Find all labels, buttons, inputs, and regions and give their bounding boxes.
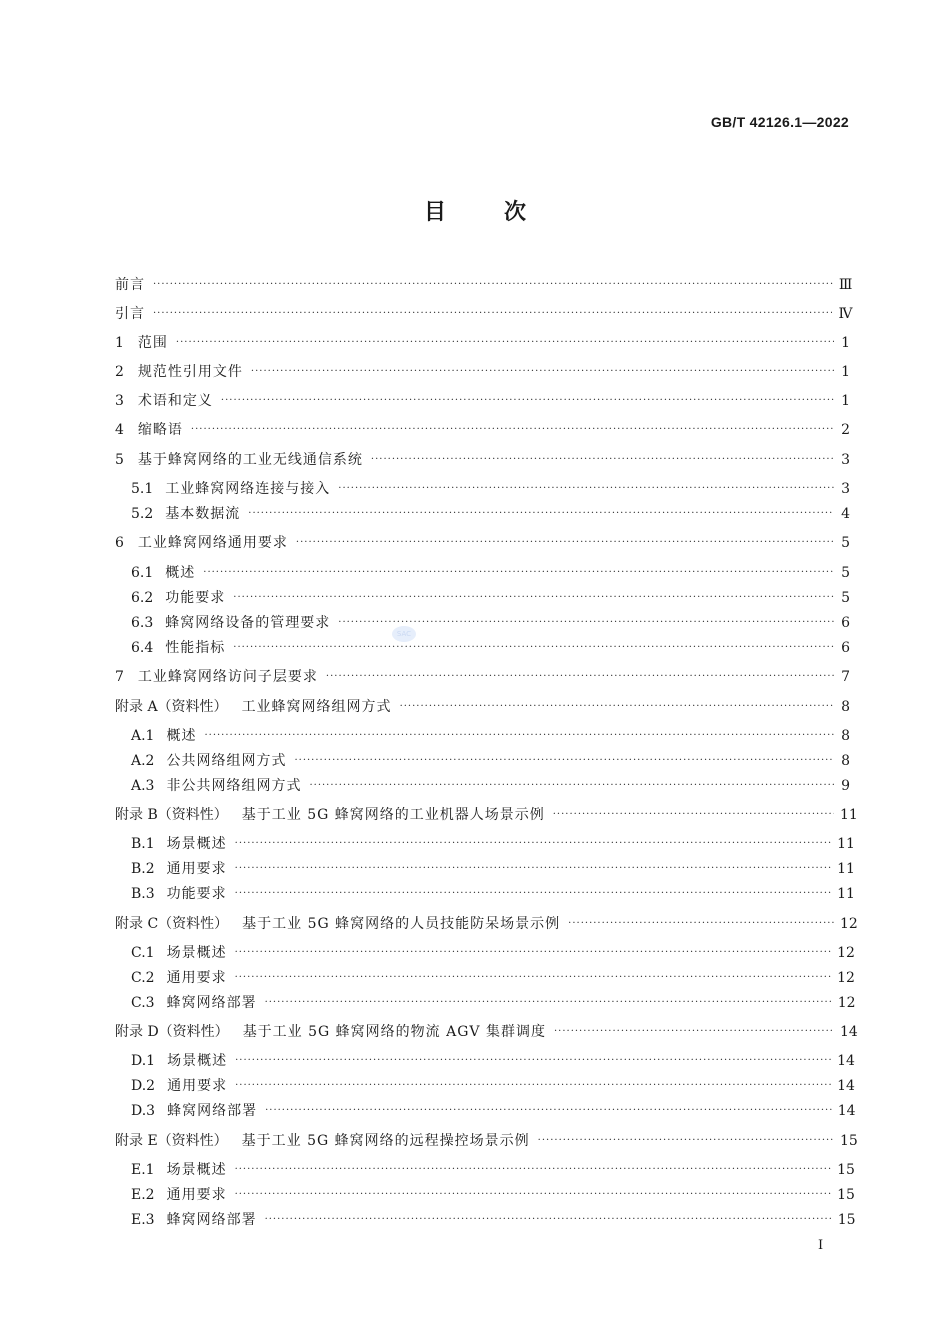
toc-entry-label: 基于工业 5G 蜂窝网络的远程操控场景示例: [241, 1133, 530, 1149]
toc-entry-label: 概述: [165, 565, 196, 581]
toc-entry[interactable]: [131, 776, 850, 796]
toc-dot-leader: [235, 1160, 832, 1180]
toc-entry[interactable]: [131, 1051, 855, 1071]
toc-entry-number: 附录 D（资料性）: [115, 1024, 229, 1040]
toc-entry-page: 1: [841, 393, 850, 409]
toc-entry-label: 基本数据流: [165, 506, 241, 522]
toc-entry-label: 功能要求: [165, 590, 226, 606]
toc-entry[interactable]: [131, 993, 856, 1013]
toc-dot-leader: [400, 697, 834, 717]
toc-entry-page: 1: [841, 364, 850, 380]
toc-dot-leader: [538, 1131, 834, 1151]
toc-entry[interactable]: [115, 275, 853, 295]
toc-entry[interactable]: [131, 943, 855, 963]
toc-entry-label: 场景概述: [166, 945, 227, 961]
toc-entry[interactable]: [131, 968, 855, 988]
toc-entry-page: 12: [837, 995, 856, 1011]
toc-entry-page: 3: [841, 481, 850, 497]
toc-entry-number: 3: [115, 393, 124, 409]
toc-dot-leader: [294, 751, 834, 771]
toc-entry-label: 前言: [115, 277, 145, 293]
toc-dot-leader: [554, 1022, 834, 1042]
toc-entry-number: E.1: [131, 1162, 155, 1178]
toc-dot-leader: [235, 968, 832, 988]
toc-entry-page: 11: [837, 886, 855, 902]
toc-entry-number: 6.2: [131, 590, 154, 606]
toc-entry-label: 基于工业 5G 蜂窝网络的工业机器人场景示例: [241, 807, 545, 823]
toc-dot-leader: [221, 391, 834, 411]
toc-entry-label: 范围: [137, 335, 168, 351]
toc-entry-page: 12: [837, 970, 855, 986]
toc-entry[interactable]: [131, 1101, 856, 1121]
toc-dot-leader: [233, 638, 834, 658]
toc-entry-label: 场景概述: [166, 1162, 227, 1178]
toc-entry-number: C.2: [131, 970, 155, 986]
toc-dot-leader: [235, 1185, 832, 1205]
toc-dot-leader: [176, 333, 834, 353]
toc-dot-leader: [191, 420, 834, 440]
toc-entry-page: 15: [837, 1162, 855, 1178]
toc-entry-number: E.2: [131, 1187, 155, 1203]
toc-dot-leader: [568, 914, 834, 934]
toc-entry[interactable]: [115, 533, 850, 553]
toc-entry-number: 附录 A（资料性）: [115, 699, 228, 715]
toc-entry-page: 8: [841, 753, 850, 769]
toc-dot-leader: [265, 1210, 832, 1230]
toc-dot-leader: [248, 504, 834, 524]
toc-entry-label: 术语和定义: [137, 393, 213, 409]
sac-watermark-logo: SAC: [392, 626, 416, 642]
toc-entry-page: 9: [841, 778, 850, 794]
toc-entry[interactable]: [115, 362, 850, 382]
toc-dot-leader: [553, 805, 834, 825]
toc-entry[interactable]: [115, 914, 858, 934]
toc-entry-label: 缩略语: [137, 422, 183, 438]
toc-dot-leader: [204, 726, 834, 746]
toc-entry-number: 7: [115, 669, 124, 685]
toc-entry-page: 2: [841, 422, 850, 438]
toc-dot-leader: [235, 884, 831, 904]
toc-entry-page: 15: [837, 1212, 856, 1228]
toc-entry[interactable]: [115, 1022, 858, 1042]
toc-entry-label: 通用要求: [166, 1187, 227, 1203]
toc-entry-page: 15: [840, 1133, 858, 1149]
toc-entry[interactable]: [131, 479, 850, 499]
toc-entry-label: 通用要求: [166, 970, 227, 986]
toc-entry-number: D.2: [131, 1078, 156, 1094]
toc-entry[interactable]: [115, 333, 850, 353]
toc-dot-leader: [235, 859, 831, 879]
toc-entry-label: 基于工业 5G 蜂窝网络的物流 AGV 集群调度: [242, 1024, 546, 1040]
toc-entry-label: 蜂窝网络部署: [166, 995, 257, 1011]
toc-entry[interactable]: [131, 1076, 855, 1096]
toc-entry-number: D.3: [131, 1103, 156, 1119]
toc-dot-leader: [338, 479, 834, 499]
footer-page-number: Ⅰ: [818, 1238, 824, 1253]
toc-entry-label: 蜂窝网络部署: [167, 1103, 258, 1119]
toc-dot-leader: [233, 588, 834, 608]
toc-entry-label: 通用要求: [167, 1078, 228, 1094]
toc-dot-leader: [371, 450, 834, 470]
page-title: 目次: [423, 200, 584, 225]
toc-entry-number: C.1: [131, 945, 155, 961]
toc-entry-page: Ⅲ: [838, 277, 853, 293]
toc-entry-page: 5: [841, 590, 850, 606]
toc-dot-leader: [153, 275, 833, 295]
toc-entry-page: 14: [840, 1024, 858, 1040]
toc-entry-page: 4: [841, 506, 850, 522]
toc-entry-page: 15: [837, 1187, 855, 1203]
toc-entry-number: 5.2: [131, 506, 154, 522]
toc-entry[interactable]: [115, 304, 853, 324]
toc-entry-label: 基于蜂窝网络的工业无线通信系统: [137, 452, 363, 468]
toc-entry[interactable]: [131, 1210, 856, 1230]
toc-entry[interactable]: [131, 563, 850, 583]
toc-entry[interactable]: [115, 391, 850, 411]
toc-dot-leader: [235, 834, 831, 854]
toc-entry-page: 14: [837, 1053, 855, 1069]
toc-entry-label: 工业蜂窝网络连接与接入: [165, 481, 331, 497]
toc-entry[interactable]: [131, 726, 850, 746]
toc-entry-page: 3: [841, 452, 850, 468]
toc-entry-number: 6.3: [131, 615, 154, 631]
toc-dot-leader: [235, 1051, 831, 1071]
toc-entry-page: 6: [841, 640, 850, 656]
toc-dot-leader: [296, 533, 834, 553]
toc-entry-page: 11: [840, 807, 858, 823]
toc-entry-number: A.3: [131, 778, 155, 794]
toc-entry-page: 12: [837, 945, 855, 961]
toc-entry-number: 6.4: [131, 640, 154, 656]
toc-entry[interactable]: [115, 1131, 858, 1151]
toc-entry-page: 1: [841, 335, 850, 351]
toc-entry-label: 规范性引用文件: [137, 364, 243, 380]
toc-entry[interactable]: [115, 450, 850, 470]
toc-entry-label: 性能指标: [165, 640, 226, 656]
toc-entry-page: 12: [840, 916, 858, 932]
toc-dot-leader: [153, 304, 832, 324]
toc-entry-label: 蜂窝网络设备的管理要求: [165, 615, 331, 631]
toc-dot-leader: [265, 993, 832, 1013]
toc-entry-page: 14: [837, 1103, 856, 1119]
toc-entry-number: 6: [115, 535, 124, 551]
toc-entry-number: B.1: [131, 836, 155, 852]
toc-entry-number: 附录 B（资料性）: [115, 807, 228, 823]
toc-entry-page: 7: [841, 669, 850, 685]
toc-entry[interactable]: [115, 420, 850, 440]
toc-entry-page: Ⅳ: [838, 306, 853, 322]
toc-entry-number: 附录 C（资料性）: [115, 916, 229, 932]
toc-entry-label: 通用要求: [166, 861, 227, 877]
toc-entry-number: 4: [115, 422, 124, 438]
toc-entry[interactable]: [131, 504, 850, 524]
toc-entry-page: 11: [837, 836, 855, 852]
toc-entry-label: 功能要求: [166, 886, 227, 902]
toc-dot-leader: [326, 667, 834, 687]
toc-entry-number: B.3: [131, 886, 155, 902]
toc-entry-page: 5: [841, 535, 850, 551]
document-code: GB/T 42126.1—2022: [710, 114, 849, 130]
toc-entry-number: 6.1: [131, 565, 154, 581]
toc-entry[interactable]: [131, 613, 850, 633]
toc-entry[interactable]: [131, 859, 855, 879]
toc-dot-leader: [235, 943, 832, 963]
toc-dot-leader: [265, 1101, 832, 1121]
toc-entry-number: 附录 E（资料性）: [115, 1133, 228, 1149]
toc-dot-leader: [251, 362, 834, 382]
toc-entry-number: 5.1: [131, 481, 154, 497]
toc-entry[interactable]: [115, 667, 850, 687]
toc-entry-label: 场景概述: [167, 1053, 228, 1069]
toc-entry-number: E.3: [131, 1212, 155, 1228]
toc-entry-label: 蜂窝网络部署: [166, 1212, 257, 1228]
toc-entry[interactable]: [131, 1160, 855, 1180]
toc-entry-page: 6: [841, 615, 850, 631]
toc-entry-number: A.1: [131, 728, 155, 744]
toc-entry-label: 公共网络组网方式: [166, 753, 287, 769]
toc-entry[interactable]: [131, 884, 855, 904]
toc-entry-number: 2: [115, 364, 124, 380]
toc-entry-page: 11: [837, 861, 855, 877]
toc-entry-number: A.2: [131, 753, 155, 769]
toc-entry-number: 5: [115, 452, 124, 468]
toc-entry-number: C.3: [131, 995, 155, 1011]
toc-entry-page: 14: [837, 1078, 855, 1094]
toc-dot-leader: [235, 1076, 831, 1096]
toc-entry-label: 场景概述: [166, 836, 227, 852]
toc-entry-label: 引言: [115, 306, 145, 322]
toc-entry[interactable]: [131, 1185, 855, 1205]
toc-entry-number: 1: [115, 335, 124, 351]
toc-entry[interactable]: [131, 751, 850, 771]
toc-entry[interactable]: [131, 638, 850, 658]
toc-entry[interactable]: [131, 588, 850, 608]
toc-entry[interactable]: [131, 834, 855, 854]
toc-entry[interactable]: [115, 697, 850, 717]
toc-dot-leader: [203, 563, 834, 583]
toc-entry-label: 基于工业 5G 蜂窝网络的人员技能防呆场景示例: [242, 916, 561, 932]
toc-entry-label: 概述: [166, 728, 197, 744]
toc-entry-label: 工业蜂窝网络组网方式: [241, 699, 392, 715]
toc-entry-label: 工业蜂窝网络访问子层要求: [137, 669, 318, 685]
toc-entry-label: 非公共网络组网方式: [166, 778, 302, 794]
toc-entry-label: 工业蜂窝网络通用要求: [137, 535, 288, 551]
toc-entry-number: B.2: [131, 861, 155, 877]
toc-entry-page: 8: [841, 699, 850, 715]
toc-entry-page: 5: [841, 565, 850, 581]
toc-entry-page: 8: [841, 728, 850, 744]
toc-entry-number: D.1: [131, 1053, 156, 1069]
toc-dot-leader: [309, 776, 834, 796]
toc-entry[interactable]: [115, 805, 858, 825]
